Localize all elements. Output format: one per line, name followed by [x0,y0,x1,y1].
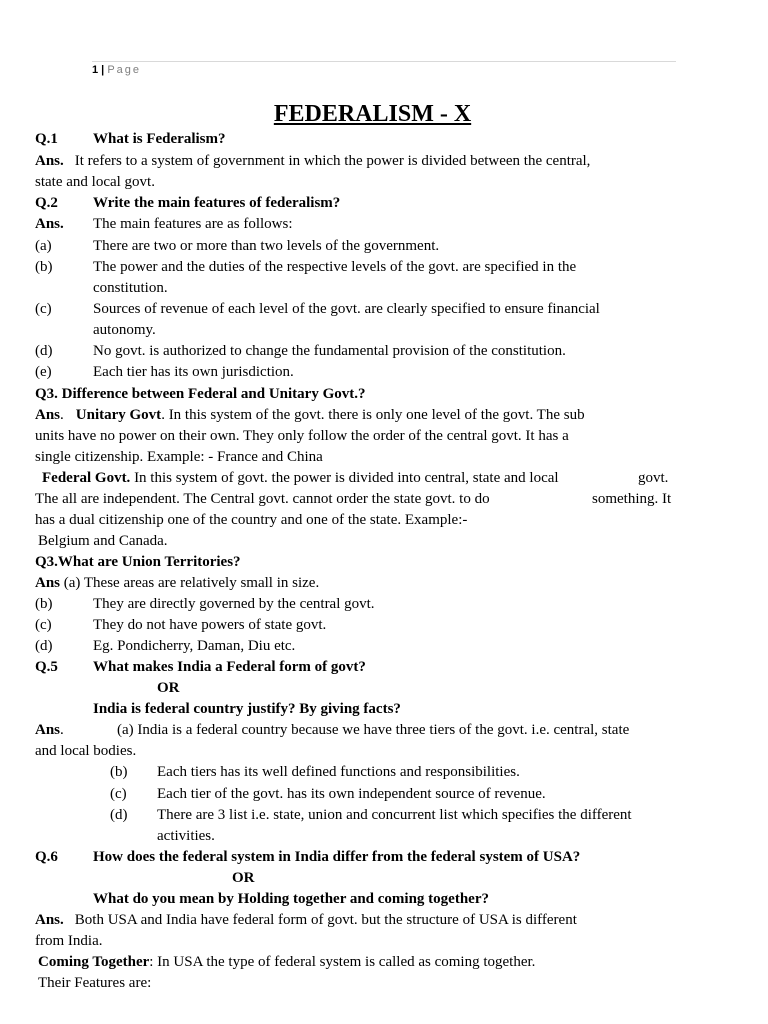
q5-item-label: (d) [110,807,128,823]
q2-item-text: There are two or more than two levels of the government. [93,238,440,254]
document-title: FEDERALISM - X [273,101,472,127]
q5-item-label: (b) [110,764,128,780]
ut-item-text: Eg. Pondicherry, Daman, Diu etc. [93,638,296,654]
q2-question: Write the main features of federalism? [93,195,341,211]
ut-answer-label: Ans [35,575,61,591]
federal-line-1 [42,468,559,488]
q2-answer-label: Ans. [35,216,64,232]
q5-answer-dot: . [60,722,64,738]
coming-together-line [38,952,535,972]
federal-text-3: has a dual citizenship one of the country and one of the state. Example:- [35,512,468,528]
q2-item-label: (d) [35,343,53,359]
ut-answer-line-1 [35,573,319,593]
unitary-text-2: units have no power on their own. They only follow the order of the central govt. It has a [35,428,569,444]
q6-answer-text-1: Both USA and India have federal form of govt. but the structure of USA is different [74,912,577,928]
features-heading: Their Features are: [38,975,152,991]
q5-item-text: Each tier of the govt. has its own independent source of revenue. [157,786,546,802]
federal-text-2b: something. It [592,491,672,507]
federal-text-2a: The all are independent. The Central govt. cannot order the state govt. to do [35,491,490,507]
coming-together-text: : In USA the type of federal system is called as coming together. [149,954,536,970]
q6-number: Q.6 [35,849,58,865]
q2-item-label: (c) [35,301,52,317]
ut-item-label: (b) [35,596,53,612]
q5-question-1: What makes India a Federal form of govt? [93,659,366,675]
q2-answer-intro: The main features are as follows: [93,216,293,232]
q5-answer-label: Ans [35,722,61,738]
q2-item-text: The power and the duties of the respective levels of the govt. are specified in the [93,259,577,275]
ut-item-label: (d) [35,638,53,654]
q5-item-text-cont: activities. [157,828,215,844]
q5-answer-text-2: and local bodies. [35,743,137,759]
q2-item-text-cont: constitution. [93,280,168,296]
q1-answer-line-1 [35,151,590,171]
q6-answer-line-1 [35,910,577,930]
q6-answer-text-2: from India. [35,933,103,949]
q5-answer-text-1: (a) India is a federal country because we have three tiers of the govt. i.e. central, state [117,722,630,738]
q3-difference-question: Q3. Difference between Federal and Unitary Govt.? [35,386,366,402]
q5-item-text: There are 3 list i.e. state, union and concurrent list which specifies the different [157,807,632,823]
q5-item-text: Each tiers has its well defined functions and responsibilities. [157,764,520,780]
q1-question: What is Federalism? [93,131,226,147]
q6-answer-label: Ans. [35,912,64,928]
page-number [92,63,141,77]
q2-item-text: No govt. is authorized to change the fundamental provision of the constitution. [93,343,566,359]
q1-answer-text-1: It refers to a system of government in which the power is divided between the central, [74,153,591,169]
page-word: Page [107,64,142,76]
q2-item-text: Each tier has its own jurisdiction. [93,364,294,380]
q6-question-1: How does the federal system in India differ from the federal system of USA? [93,849,581,865]
q2-item-text: Sources of revenue of each level of the govt. are clearly specified to ensure financial [93,301,600,317]
ut-item-label: (c) [35,617,52,633]
q3-answer-dot: . [60,407,64,423]
unitary-text-3: single citizenship. Example: - France and China [35,449,323,465]
federal-text-1a: In this system of govt. the power is divided into central, state and local [130,470,559,486]
q5-item-label: (c) [110,786,127,802]
q6-question-2: What do you mean by Holding together and coming together? [93,891,489,907]
q2-item-label: (e) [35,364,52,380]
ut-answer-text-1: (a) These areas are relatively small in size. [60,575,320,591]
q2-item-label: (a) [35,238,52,254]
q1-number: Q.1 [35,131,58,147]
unitary-govt-label: Unitary Govt [75,407,162,423]
q1-answer-label: Ans. [35,153,64,169]
q3-answer-label: Ans [35,407,61,423]
header-rule [92,61,676,62]
q5-question-2: India is federal country justify? By giving facts? [93,701,401,717]
q2-number: Q.2 [35,195,58,211]
q1-answer-text-2: state and local govt. [35,174,155,190]
page-number-value: 1 [92,64,99,76]
ut-item-text: They are directly governed by the central govt. [93,596,375,612]
q5-number: Q.5 [35,659,58,675]
q6-or: OR [232,870,255,886]
federal-text-4: Belgium and Canada. [38,533,168,549]
unitary-text-1: . In this system of the govt. there is only one level of the govt. The sub [161,407,585,423]
federal-text-1b: govt. [638,470,669,486]
q3-union-territories-question: Q3.What are Union Territories? [35,554,241,570]
q2-item-label: (b) [35,259,53,275]
coming-together-label: Coming Together [38,954,150,970]
q3-unitary-line-1 [35,405,585,425]
q5-or: OR [157,680,180,696]
page-number-separator: | [98,64,108,76]
q5-answer-line-1 [35,720,64,740]
q2-item-text-cont: autonomy. [93,322,156,338]
ut-item-text: They do not have powers of state govt. [93,617,327,633]
federal-govt-label: Federal Govt. [42,470,131,486]
